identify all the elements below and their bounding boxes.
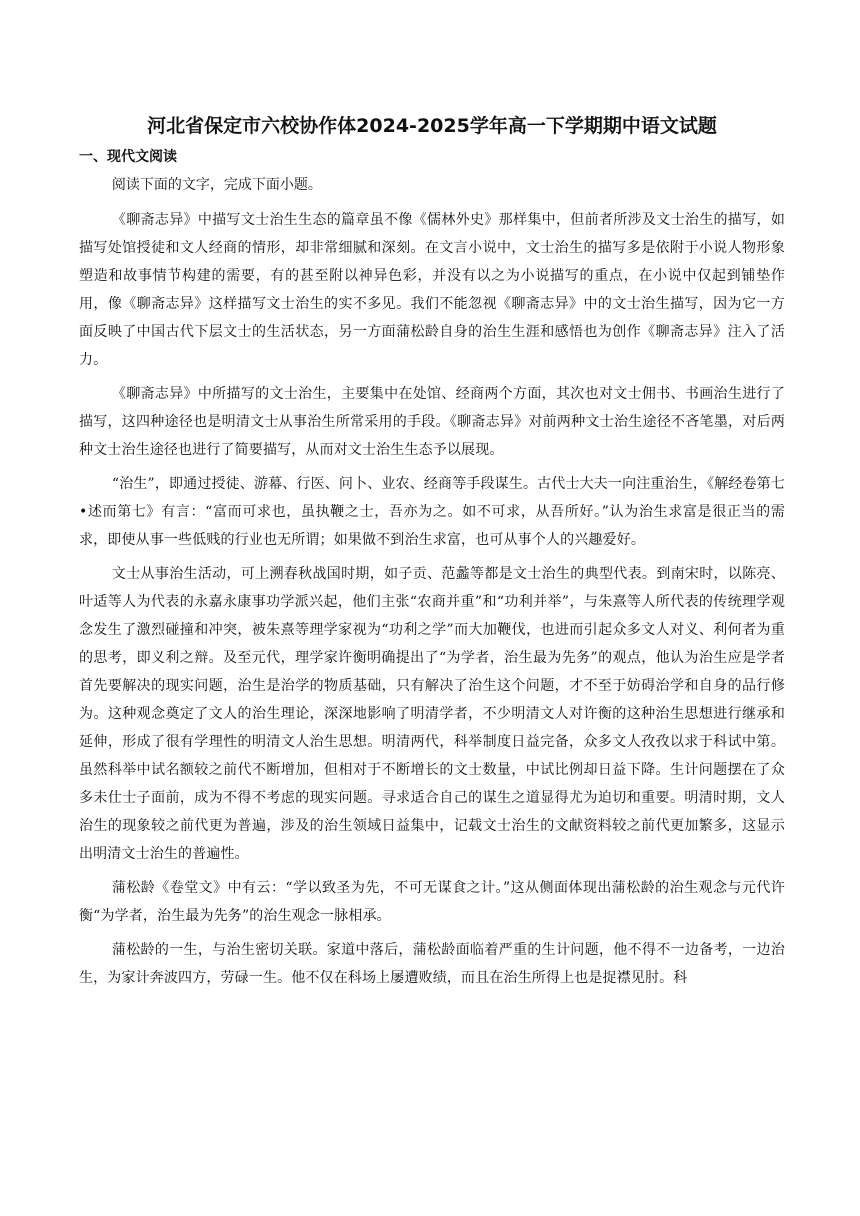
document-page — [79, 112, 785, 998]
document-title: 河北省保定市六校协作体2024-2025学年高一下学期期中语文试题 — [147, 115, 717, 137]
paragraph-1: 《聊斋志异》中描写文士治生生态的篇章虽不像《儒林外史》那样集中，但前者所涉及文士治生的描写，如描写处馆授徒和文人经商的情形，却非常细腻和深刻。在文言小说中，文士治生的描写多是依附于小说人物形象塑造和故事情节构建的需要，有的甚至附以神异色彩，并没有以之为小说描写的重点，在小说中仅起到铺垫作用，像《聊斋志异》这样描写文士治生的实不多见。我们不能忽视《聊斋志异》中的文士治生描写，因为它一方面反映了中国古代下层文士的生活状态，另一方面蒲松龄自身的治生生涯和感悟也为创作《聊斋志异》注入了活力。 — [79, 212, 785, 368]
paragraph-2: 《聊斋志异》中所描写的文士治生，主要集中在处馆、经商两个方面，其次也对文士佣书、书画治生进行了描写，这四种途径也是明清文士从事治生所常采用的手段。《聊斋志异》对前两种文士治生途径不吝笔墨，对后两种文士治生途径也进行了简要描写，从而对文士治生生态予以展现。 — [79, 386, 785, 458]
paragraph-5: 蒲松龄《卷堂文》中有云：“学以致圣为先，不可无谋食之计。”这从侧面体现出蒲松龄的治生观念与元代许衡“为学者，治生最为先务”的治生观念一脉相承。 — [79, 880, 785, 924]
paragraph-6: 蒲松龄的一生，与治生密切关联。家道中落后，蒲松龄面临着严重的生计问题，他不得不一边备考，一边治生，为家计奔波四方，劳碌一生。他不仅在科场上屡遭败绩，而且在治生所得上也是捉襟见肘。科 — [79, 942, 785, 986]
reading-instruction: 阅读下面的文字，完成下面小题。 — [111, 177, 322, 193]
section-heading: 一、现代文阅读 — [79, 149, 177, 165]
paragraph-3: “治生”，即通过授徒、游幕、行医、问卜、业农、经商等手段谋生。古代士大夫一向注重治生，《解经卷第七•述而第七》有言：“富而可求也，虽执鞭之士，吾亦为之。如不可求，从吾所好。”认为治生求富是很正当的需求，即使从事一些低贱的行业也无所谓；如果做不到治生求富，也可从事个人的兴趣爱好。 — [79, 476, 785, 548]
paragraph-4: 文士从事治生活动，可上溯春秋战国时期，如子贡、范蠡等都是文士治生的典型代表。到南宋时，以陈亮、叶适等人为代表的永嘉永康事功学派兴起，他们主张“农商并重”和“功利并举”，与朱熹等人所代表的传统理学观念发生了激烈碰撞和冲突，被朱熹等理学家视为“功利之学”而大加鞭伐，也进而引起众多文人对义、利何者为重的思考，即义利之辩。及至元代，理学家许衡明确提出了“为学者，治生最为先务”的观点，他认为治生应是学者首先要解决的现实问题，治生是治学的物质基础，只有解决了治生这个问题，才不至于妨碍治学和自身的品行修为。这种观念奠定了文人的治生理论，深深地影响了明清学者，不少明清文人对许衡的这种治生思想进行继承和延伸，形成了很有学理性的明清文人治生思想。明清两代，科举制度日益完备，众多文人孜孜以求于科试中第。虽然科举中试名额较之前代不断增加，但相对于不断增长的文士数量，中试比例却日益下降。生计问题摆在了众多未仕士子面前，成为不得不考虑的现实问题。寻求适合自己的谋生之道显得尤为迫切和重要。明清时期，文人治生的现象较之前代更为普遍，涉及的治生领域日益集中，记载文士治生的文献资料较之前代更加繁多，这显示出明清文士治生的普遍性。 — [79, 566, 785, 862]
